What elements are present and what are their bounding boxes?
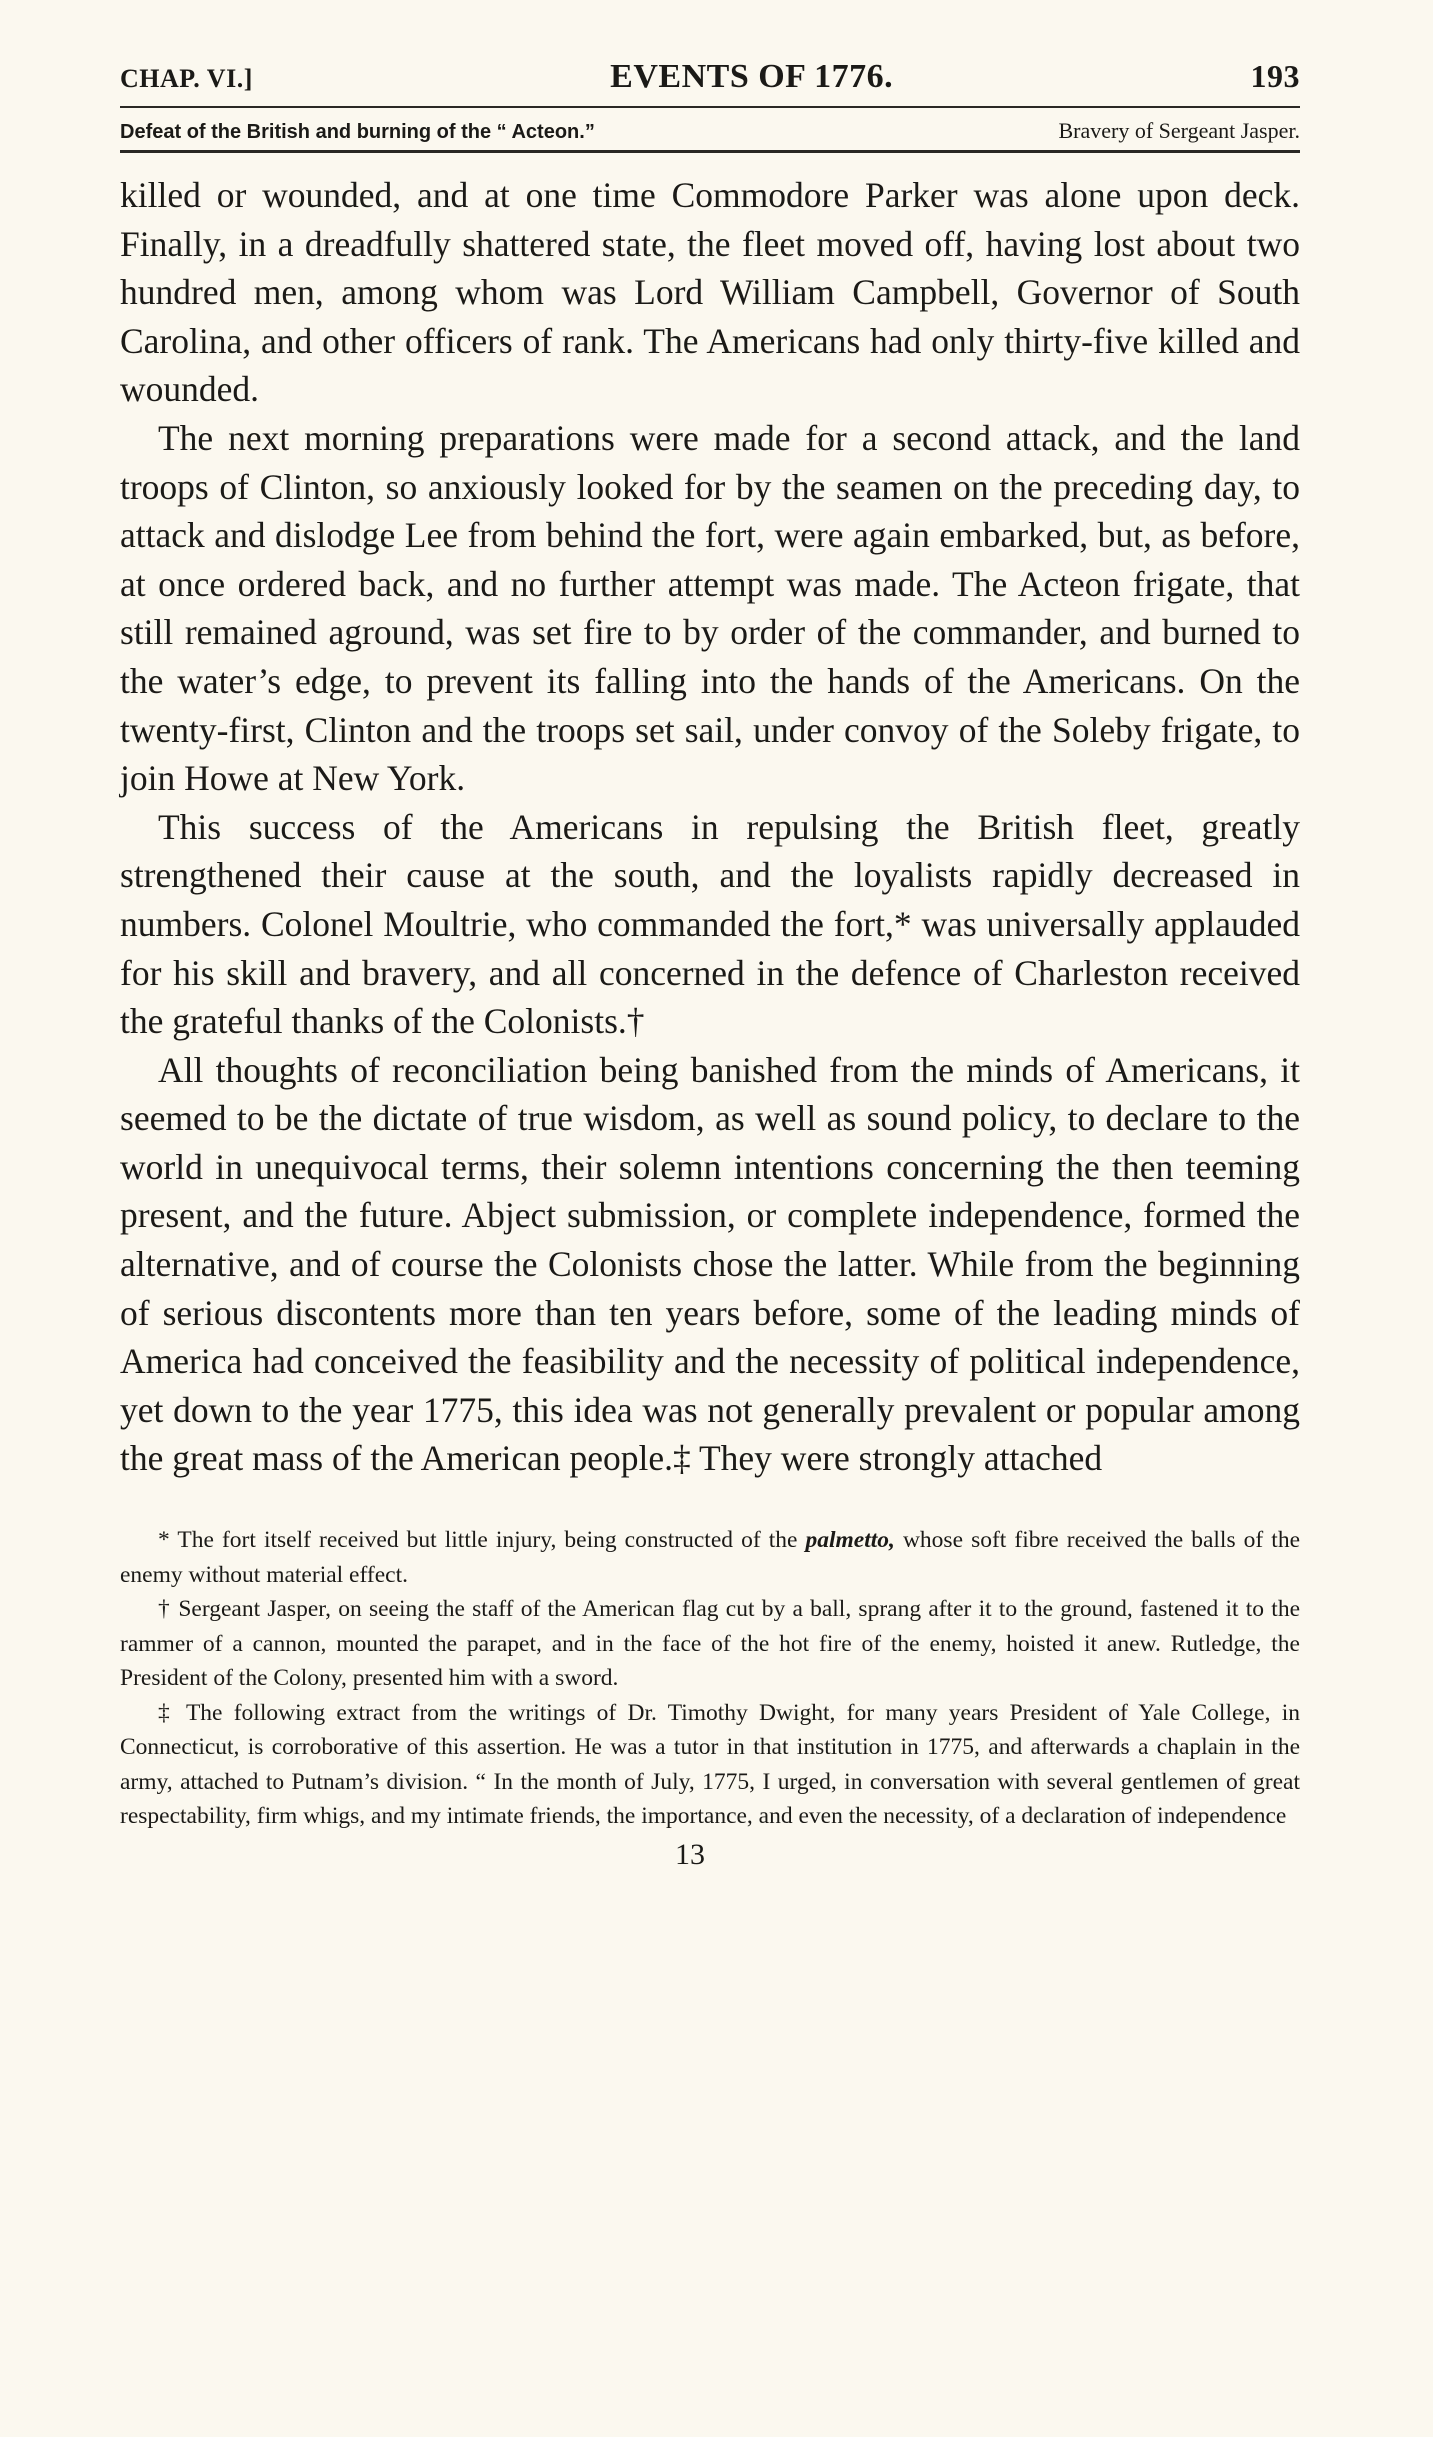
footnotes xyxy=(120,1523,1300,1834)
chapter-label: CHAP. VI.] xyxy=(120,64,253,93)
footnote-italic: palmetto, xyxy=(805,1527,895,1554)
running-header xyxy=(120,58,1300,96)
subhead-rule xyxy=(120,150,1300,153)
footnote-text: * The fort itself received but little injury, being constructed of the xyxy=(158,1527,806,1554)
right-caption: Bravery of Sergeant Jasper. xyxy=(1058,118,1300,143)
footnote xyxy=(120,1523,1300,1592)
left-caption: Defeat of the British and burning of the “ Acteon.” xyxy=(120,121,595,143)
paragraph: All thoughts of reconciliation being banished from the minds of Americans, it seemed to be the dictate of true wisdom, as well as sound policy, to declare to the world in unequivocal terms, their solemn intentions concerning the then teeming present, and the future. Abject submission, or complete independence, formed the alternative, and of course the Colonists chose the latter. While from the beginning of serious discontents more than ten years before, some of the leading minds of America had conceived the feasibility and the necessity of political independence, yet down to the year 1775, this idea was not generally prevalent or popular among the great mass of the American people.‡ They were strongly attached xyxy=(120,1049,1300,1479)
main-text xyxy=(120,171,1300,1483)
header-rule xyxy=(120,106,1300,108)
footnote: † Sergeant Jasper, on seeing the staff of the American flag cut by a ball, sprang after it to the ground, fastened it to the rammer of a cannon, mounted the parapet, and in the face of the hot fire of the enemy, hoisted it anew. Rutledge, the President of the Colony, presented him with a sword. xyxy=(120,1596,1300,1692)
page-title: EVENTS OF 1776. xyxy=(610,58,894,95)
page-number: 193 xyxy=(1250,58,1300,94)
paragraph: killed or wounded, and at one time Commodore Parker was alone upon deck. Finally, in a dreadfully shattered state, the fleet moved off, having lost about two hundred men, among whom was Lord William Campbell, Governor of South Carolina, and other officers of rank. The Americans had only thirty-five killed and wounded. xyxy=(120,175,1300,410)
paragraph: The next morning preparations were made for a second attack, and the land troops of Clinton, so anxiously looked for by the seamen on the preceding day, to attack and dislodge Lee from behind the fort, were again embarked, but, as before, at once ordered back, and no further attempt was made. The Acteon frigate, that still remained aground, was set fire to by order of the commander, and burned to the water’s edge, to prevent its falling into the hands of the Americans. On the twenty-first, Clinton and the troops set sail, under convoy of the Soleby frigate, to join Howe at New York. xyxy=(120,417,1300,799)
margin-captions xyxy=(120,118,1300,144)
footnote: ‡ The following extract from the writings of Dr. Timothy Dwight, for many years President of Yale College, in Connecticut, is corroborative of this assertion. He was a tutor in that institution in 1775, and afterwards a chaplain in the army, attached to Putnam’s division. “ In the month of July, 1775, I urged, in conversation with several gentlemen of great respectability, firm whigs, and my intimate friends, the importance, and even the necessity, of a declaration of independence xyxy=(120,1699,1300,1830)
paragraph: This success of the Americans in repulsing the British fleet, greatly strengthened their cause at the south, and the loyalists rapidly decreased in numbers. Colonel Moultrie, who commanded the fort,* was universally applauded for his skill and bravery, and all concerned in the defence of Charleston received the grateful thanks of the Colonists.† xyxy=(120,806,1300,1042)
book-page xyxy=(120,58,1300,1872)
footnote-text: whose soft fibre received the balls of the enemy without material effect. xyxy=(120,1527,1300,1588)
signature-mark: 13 xyxy=(675,1837,705,1871)
